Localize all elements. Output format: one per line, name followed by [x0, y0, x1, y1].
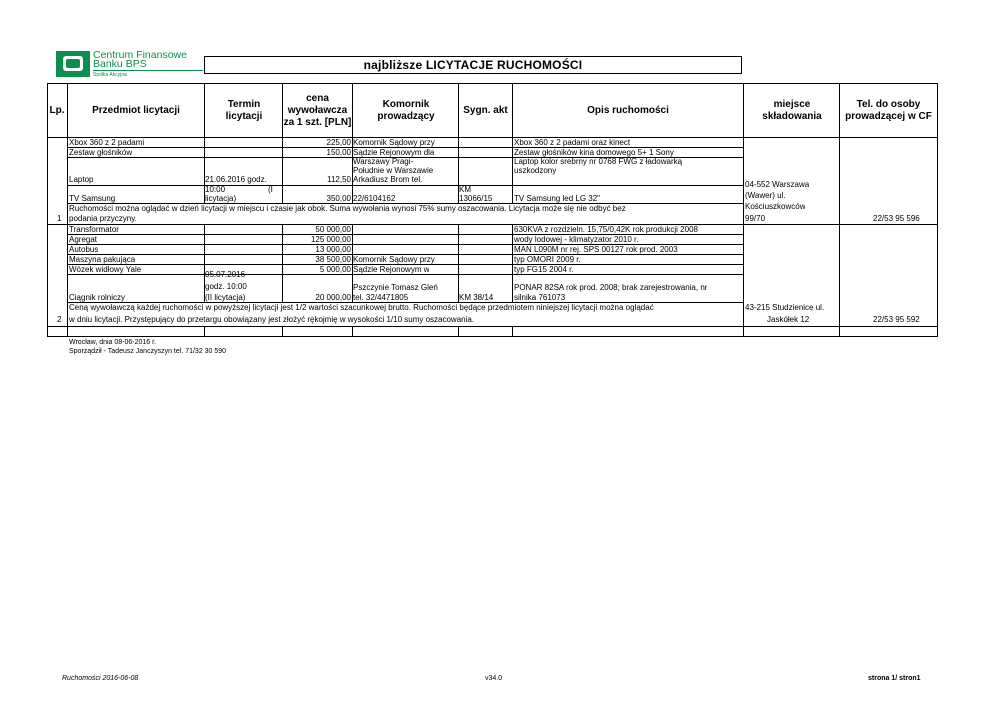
bank-logo-icon [56, 51, 90, 77]
sygn-line: KM 38/14 [459, 293, 494, 302]
logo-divider [93, 70, 203, 71]
miejsce-line: Jaskółek 12 [767, 315, 810, 324]
komornik-line: Komornik Sądowy przy [353, 138, 435, 147]
opis-line: MAN L090M nr rej. SPS 00127 rok prod. 2003 [514, 245, 678, 254]
list-item: Wózek widłowy Yale [69, 265, 142, 274]
list-item: Laptop [69, 175, 94, 184]
miejsce-line: Kościuszkowców [745, 202, 806, 211]
komornik-line: Arkadiusz Brom tel. [353, 175, 423, 184]
page-title: najbliższe LICYTACJE RUCHOMOŚCI [204, 56, 742, 74]
list-item: Transformator [69, 225, 119, 234]
list-item: Autobus [69, 245, 99, 254]
komornik-line: Komornik Sądowy przy [353, 255, 435, 264]
price-cell: 50 000,00 [315, 225, 351, 234]
termin-line: 05.07.2016 [205, 270, 246, 279]
sygn-line: 13066/15 [459, 194, 493, 203]
komornik-line: 22/6104162 [353, 194, 396, 203]
list-item: Zestaw głośników [69, 148, 133, 157]
note-line: w dniu licytacji. Przystępujący do przetargu obowiązany jest złożyć rękojmię w wysokości 1/10 sumy oszacowania. [69, 315, 475, 324]
opis-line: uszkodzony [514, 166, 557, 175]
header-termin: Termin licytacji [225, 98, 263, 122]
komornik-line: Południe w Warszawie [353, 166, 434, 175]
opis-line: Zestaw głośników kina domowego 5+ 1 Sony [514, 148, 674, 157]
opis-line: wody lodowej - klimatyzator 2010 r. [514, 235, 639, 244]
sygn-line: KM [459, 185, 471, 194]
termin-line: (I [268, 185, 273, 194]
price-cell: 13 000,00 [315, 245, 351, 254]
price-cell: 5 000,00 [319, 265, 351, 274]
komornik-line: tel. 32/4471805 [353, 293, 409, 302]
komornik-line: Sądzie Rejonowym dla [353, 148, 435, 157]
header-lp: Lp. [49, 104, 65, 116]
note-line: Ceną wywoławczą każdej ruchomości w powyższej licytacji jest 1/2 wartości szacunkowej brutto. Ruchomości będące przedmiotem niniejszej licytacji można oglądać [69, 303, 654, 312]
termin-line: licytacja) [205, 194, 237, 203]
opis-line: silnika 761073 [514, 293, 566, 302]
miejsce-line: (Wawer) ul. [745, 191, 786, 200]
logo-subtitle: Spółka Akcyjna [93, 72, 127, 78]
list-item: Ciągnik rolniczy [69, 293, 126, 302]
place-date: Wrocław, dnia 08-06-2016 r. [69, 339, 157, 346]
opis-line: PONAR 82SA rok prod. 2008; brak zarejestrowania, nr [514, 283, 708, 292]
page-number: strona 1/ stron1 [868, 675, 921, 682]
miejsce-line: 04-552 Warszawa [745, 180, 810, 189]
header-komornik: Komornik prowadzący [377, 98, 435, 122]
document-name: Ruchomości 2016-06-08 [62, 675, 139, 682]
version-label: v34.0 [485, 675, 503, 682]
list-item: Agregat [69, 235, 98, 244]
logo-line1: Centrum Finansowe [93, 49, 187, 61]
komornik-line: Sądzie Rejonowym w [353, 265, 430, 274]
komornik-line: Pszczynie Tomasz Gleń [353, 283, 438, 292]
note-line: Ruchomości można oglądać w dzień licytacji w miejscu i czasie jak obok. Suma wywołania wynosi 75% sumy oszacowania. Licytacja może się nie odbyć bez [69, 204, 626, 213]
header-sygn: Sygn. akt [463, 104, 508, 116]
price-cell: 150,00 [326, 148, 351, 157]
komornik-line: Warszawy Pragi- [353, 157, 414, 166]
opis-line: Xbox 360 z 2 padami oraz kinect [514, 138, 631, 147]
contact-phone: 22/53 95 596 [873, 214, 920, 223]
company-logo [56, 51, 206, 81]
price-cell: 20 000,00 [315, 293, 351, 302]
header-przedmiot: Przedmiot licytacji [92, 104, 180, 116]
termin-line: 21.06.2016 godz. [205, 175, 267, 184]
opis-line: 630KVA z rozdzieln. 15,75/0,42K rok produkcji 2008 [514, 225, 698, 234]
miejsce-line: 43-215 Studzienice ul. [745, 303, 825, 312]
price-cell: 225,00 [326, 138, 351, 147]
list-item: Maszyna pakująca [69, 255, 136, 264]
contact-phone: 22/53 95 592 [873, 315, 920, 324]
opis-line: typ OMORI 2009 r. [514, 255, 581, 264]
list-item: Xbox 360 z 2 padami [69, 138, 145, 147]
note-line: podania przyczyny. [69, 214, 137, 223]
opis-line: TV Samsung led LG 32" [514, 194, 600, 203]
miejsce-line: 99/70 [745, 214, 766, 223]
termin-line: 10:00 [205, 185, 226, 194]
opis-line: typ FG15 2004 r. [514, 265, 574, 274]
price-cell: 112,50 [327, 175, 351, 184]
header-tel: Tel. do osoby prowadzącej w CF [845, 98, 932, 122]
row-number: 2 [57, 315, 62, 324]
termin-line: godz. 10:00 [205, 282, 247, 291]
price-cell: 125 000,00 [310, 235, 351, 244]
logo-line2: Banku BPS [93, 58, 147, 70]
termin-line: (II licytacja) [205, 293, 246, 302]
price-cell: 38 500,00 [315, 255, 351, 264]
list-item: TV Samsung [69, 194, 116, 203]
price-cell: 350,00 [326, 194, 351, 203]
opis-line: Laptop kolor srebrny nr 0768 FWG z ładowarką [514, 157, 683, 166]
header-cena: cena wywoławcza za 1 szt. [PLN] [283, 92, 352, 128]
header-opis: Opis ruchomości [587, 104, 669, 116]
prepared-by: Sporządził - Tadeusz Janczyszyn tel. 71/32 30 590 [69, 348, 227, 355]
row-number: 1 [57, 214, 62, 223]
header-miejsce: miejsce składowania [762, 98, 822, 122]
